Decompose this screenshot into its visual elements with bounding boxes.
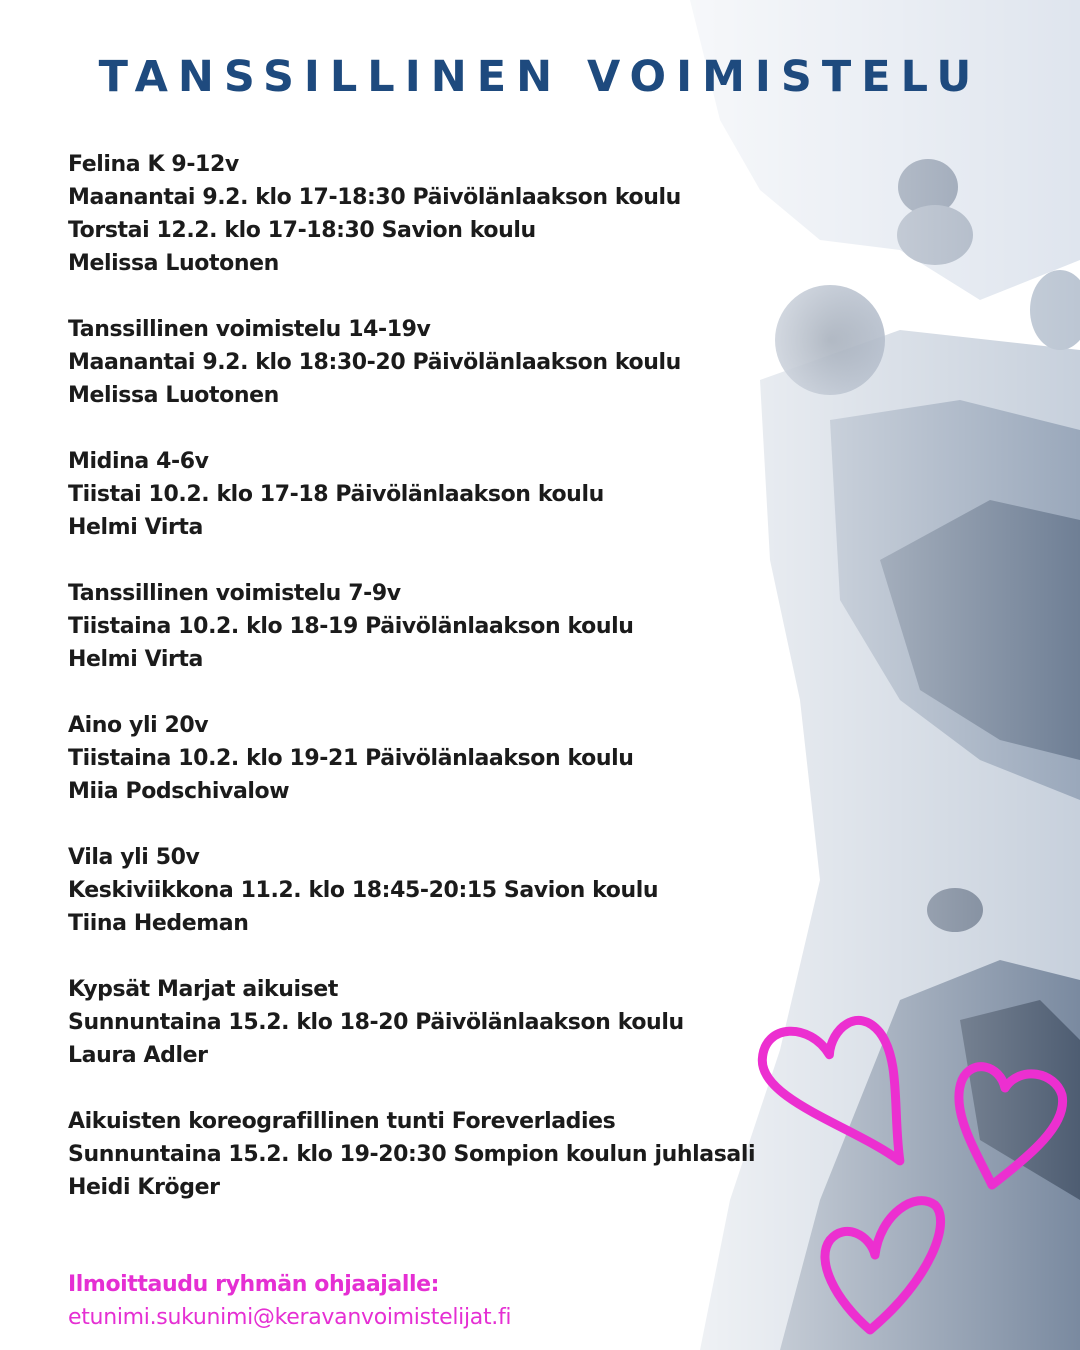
instructor-name: Helmi Virta xyxy=(68,515,203,540)
signup-email: etunimi.sukunimi@keravanvoimistelijat.fi xyxy=(68,1305,512,1330)
heart-icon xyxy=(758,1016,906,1178)
session-time: Sunnuntaina 15.2. klo 19-20:30 Sompion koulun juhlasali xyxy=(68,1142,756,1167)
instructor-name: Helmi Virta xyxy=(68,647,203,672)
session-time: Tiistaina 10.2. klo 18-19 Päivölänlaakson koulu xyxy=(68,614,634,639)
heart-icon xyxy=(825,1201,941,1330)
group-tanssillinen-7-9 xyxy=(68,577,828,676)
group-name: Kypsät Marjat aikuiset xyxy=(68,977,338,1002)
group-vila xyxy=(68,841,828,940)
page-title: TANSSILLINEN VOIMISTELU xyxy=(98,52,982,102)
group-name: Aikuisten koreografillinen tunti Foreverladies xyxy=(68,1109,616,1134)
group-name: Vila yli 50v xyxy=(68,845,200,870)
instructor-name: Melissa Luotonen xyxy=(68,383,279,408)
signup-label: Ilmoittaudu ryhmän ohjaajalle: xyxy=(68,1272,440,1297)
heart-icon xyxy=(959,1067,1063,1185)
group-name: Tanssillinen voimistelu 14-19v xyxy=(68,317,431,342)
session-time: Tiistaina 10.2. klo 19-21 Päivölänlaakson koulu xyxy=(68,746,634,771)
group-midina xyxy=(68,445,828,544)
group-name: Felina K 9-12v xyxy=(68,152,239,177)
session-time: Keskiviikkona 11.2. klo 18:45-20:15 Savion koulu xyxy=(68,878,659,903)
instructor-name: Laura Adler xyxy=(68,1043,208,1068)
group-aino xyxy=(68,709,828,808)
group-felina xyxy=(68,148,828,280)
session-time: Tiistai 10.2. klo 17-18 Päivölänlaakson koulu xyxy=(68,482,604,507)
instructor-name: Tiina Hedeman xyxy=(68,911,249,936)
schedule-list xyxy=(68,148,828,1237)
group-name: Tanssillinen voimistelu 7-9v xyxy=(68,581,401,606)
group-kypsat-marjat xyxy=(68,973,828,1072)
instructor-name: Miia Podschivalow xyxy=(68,779,290,804)
hearts-decoration xyxy=(740,1000,1080,1350)
group-tanssillinen-14-19 xyxy=(68,313,828,412)
instructor-name: Heidi Kröger xyxy=(68,1175,220,1200)
session-time: Maanantai 9.2. klo 17-18:30 Päivölänlaakson koulu xyxy=(68,185,681,210)
group-name: Aino yli 20v xyxy=(68,713,209,738)
instructor-name: Melissa Luotonen xyxy=(68,251,279,276)
session-time: Torstai 12.2. klo 17-18:30 Savion koulu xyxy=(68,218,536,243)
session-time: Maanantai 9.2. klo 18:30-20 Päivölänlaakson koulu xyxy=(68,350,681,375)
group-foreverladies xyxy=(68,1105,828,1204)
session-time: Sunnuntaina 15.2. klo 18-20 Päivölänlaakson koulu xyxy=(68,1010,684,1035)
group-name: Midina 4-6v xyxy=(68,449,209,474)
